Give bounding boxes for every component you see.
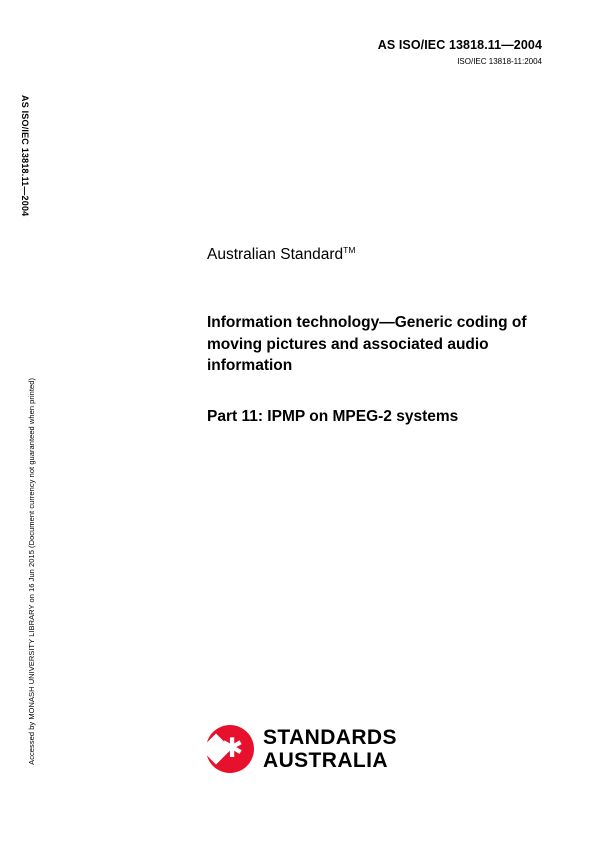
- standards-australia-logo: [206, 725, 397, 773]
- standard-label: [207, 245, 537, 265]
- spine-access-notice: Accessed by MONASH UNIVERSITY LIBRARY on 16 Jun 2015 (Document currency not guaranteed when printed): [27, 378, 36, 765]
- title-block: [207, 245, 537, 427]
- logo-line-1: STANDARDS: [263, 726, 397, 749]
- spine-designation: AS ISO/IEC 13818.11—2004: [20, 95, 30, 217]
- trademark-symbol: TM: [343, 244, 356, 255]
- part-title: Part 11: IPMP on MPEG-2 systems: [207, 407, 459, 425]
- document-header: [378, 38, 542, 67]
- logo-wordmark: [263, 727, 397, 771]
- standards-australia-star-icon: [206, 725, 254, 773]
- iso-reference: ISO/IEC 13818-11:2004: [457, 57, 542, 66]
- standard-label-text: Australian Standard: [207, 246, 344, 263]
- logo-star-glyph: ✱: [220, 733, 244, 763]
- logo-line-2: AUSTRALIA: [263, 749, 388, 772]
- standard-designation: AS ISO/IEC 13818.11—2004: [377, 38, 542, 52]
- page-title: Information technology—Generic coding of moving pictures and associated audio information: [207, 314, 527, 374]
